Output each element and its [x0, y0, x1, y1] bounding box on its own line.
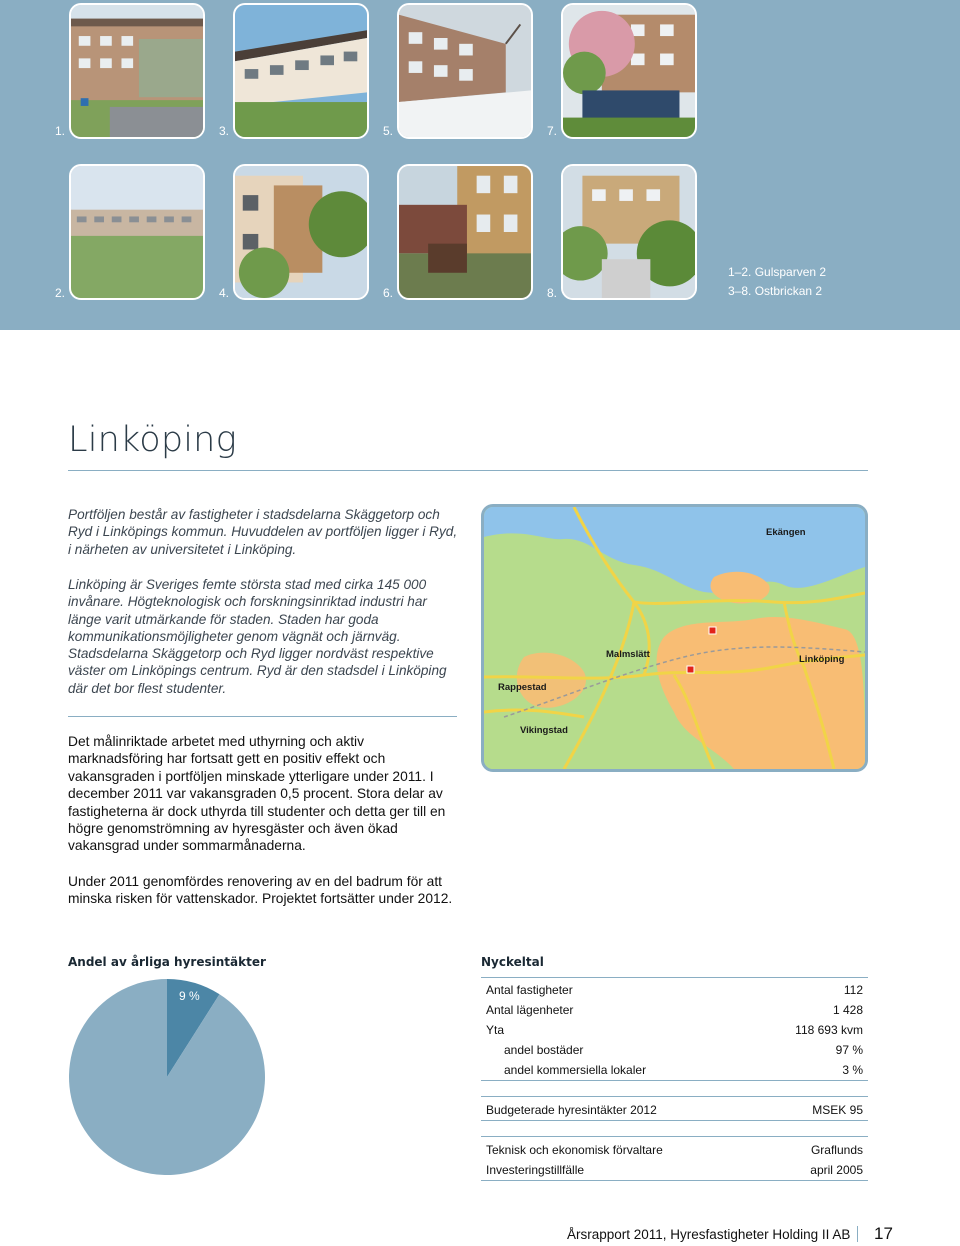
key-figure-row	[481, 1000, 868, 1020]
key-figure-value: MSEK 95	[812, 1103, 863, 1117]
key-figure-label: Investeringstillfälle	[486, 1163, 585, 1177]
key-figure-label: Teknisk och ekonomisk förvaltare	[486, 1143, 663, 1157]
property-photo-2	[69, 164, 205, 300]
body-paragraph-1: Det målinriktade arbetet med uthyrning och aktiv marknadsföring har fortsatt gett en positiv effekt och vakansgraden i portföljen minskade ytterligare under 2011. I december 2011 var vakansgraden 0,5 procent. Stora delar av fastigheterna är dock uthyrda till studenter och detta ger till en högre genomströmning av hyresgäster och även ökad vakansgrad under sommarmånaderna.	[68, 734, 446, 854]
map-label-linkoping: Linköping	[799, 654, 845, 665]
key-figure-row	[481, 1040, 868, 1060]
photo-legend-line-2: 3–8. Ostbrickan 2	[728, 284, 823, 298]
photo-number-1: 1.	[55, 124, 66, 138]
key-figure-value: 118 693 kvm	[795, 1023, 863, 1037]
rent-share-pie-chart	[68, 978, 266, 1176]
intro-paragraph-2: Linköping är Sveriges femte största stad med cirka 145 000 invånare. Högteknologisk och forskningsinriktad industri har länge varit utmärkande för staden. Staden har goda kommunikationsmöjligheter genom vägnät och järnväg. Stadsdelarna Skäggetorp och Ryd ligger nordväst respektive väster om Linköpings centrum. Ryd är den stadsdel i Linköping där det bor flest studenter.	[68, 577, 447, 696]
intro-paragraph-1: Portföljen består av fastigheter i stadsdelarna Skäggetorp och Ryd i Linköpings kommun. Huvuddelen av portföljen ligger i Ryd, i närheten av universitetet i Linköping.	[68, 507, 458, 557]
key-figure-row	[481, 1140, 868, 1160]
key-figure-value: 97 %	[835, 1043, 863, 1057]
page-number: 17	[874, 1224, 893, 1243]
property-photo-6	[397, 164, 533, 300]
key-figure-row	[481, 1020, 868, 1040]
pie-slice-2	[69, 979, 265, 1175]
map-label-vikingstad: Vikingstad	[520, 725, 568, 736]
map-label-rappestad: Rappestad	[498, 682, 547, 693]
property-photo-1	[69, 3, 205, 139]
key-figures-title: Nyckeltal	[481, 955, 544, 969]
property-photo-3	[233, 3, 369, 139]
key-figure-row	[481, 1160, 868, 1180]
key-figures-divider	[481, 1096, 868, 1097]
photo-number-4: 4.	[219, 286, 230, 300]
photo-number-3: 3.	[219, 124, 230, 138]
key-figure-value: 3 %	[842, 1063, 863, 1077]
photo-number-6: 6.	[383, 286, 394, 300]
property-photo-8	[561, 164, 697, 300]
map-label-malmslatt: Malmslätt	[606, 649, 650, 660]
key-figure-value: 112	[843, 983, 863, 997]
property-photo-7	[561, 3, 697, 139]
photo-number-5: 5.	[383, 124, 394, 138]
key-figure-label: andel bostäder	[504, 1043, 584, 1057]
map-marker-property-2	[687, 666, 694, 673]
property-photo-5	[397, 3, 533, 139]
key-figure-label: Antal lägenheter	[486, 1003, 574, 1017]
map-label-ekangen: Ekängen	[766, 527, 806, 538]
key-figures-top-divider	[481, 977, 868, 978]
key-figure-value: april 2005	[810, 1163, 863, 1177]
map-marker-property-1	[709, 627, 716, 634]
body-paragraph-2: Under 2011 genomfördes renovering av en del badrum för att minska risken för vattenskador. Projektet fortsätter under 2012.	[68, 874, 453, 907]
key-figure-value: 1 428	[832, 1003, 863, 1017]
key-figures-divider	[481, 1080, 868, 1081]
footer-report-title: Årsrapport 2011, Hyresfastigheter Holding II AB	[567, 1227, 851, 1242]
key-figure-row	[481, 1100, 868, 1120]
key-figure-label: andel kommersiella lokaler	[504, 1063, 647, 1077]
key-figure-label: Antal fastigheter	[486, 983, 573, 997]
key-figure-label: Yta	[486, 1023, 505, 1037]
key-figures-divider	[481, 1120, 868, 1121]
key-figures-divider	[481, 1136, 868, 1137]
photo-band	[0, 0, 960, 330]
key-figure-row	[481, 980, 868, 1000]
pie-slice-label: 9 %	[179, 989, 200, 1003]
key-figure-label: Budgeterade hyresintäkter 2012	[486, 1103, 657, 1117]
key-figure-row	[481, 1060, 868, 1080]
page-title: Linköping	[68, 420, 237, 460]
photo-number-2: 2.	[55, 286, 66, 300]
footer-separator	[857, 1226, 858, 1242]
key-figure-value: Graflunds	[810, 1143, 863, 1157]
title-divider	[68, 470, 868, 471]
intro-divider	[68, 716, 457, 717]
photo-number-8: 8.	[547, 286, 558, 300]
pie-chart-title: Andel av årliga hyresintäkter	[68, 955, 266, 969]
photo-legend-line-1: 1–2. Gulsparven 2	[728, 265, 827, 279]
key-figures-divider	[481, 1180, 868, 1181]
property-photo-4	[233, 164, 369, 300]
location-map	[481, 504, 868, 772]
photo-number-7: 7.	[547, 124, 558, 138]
